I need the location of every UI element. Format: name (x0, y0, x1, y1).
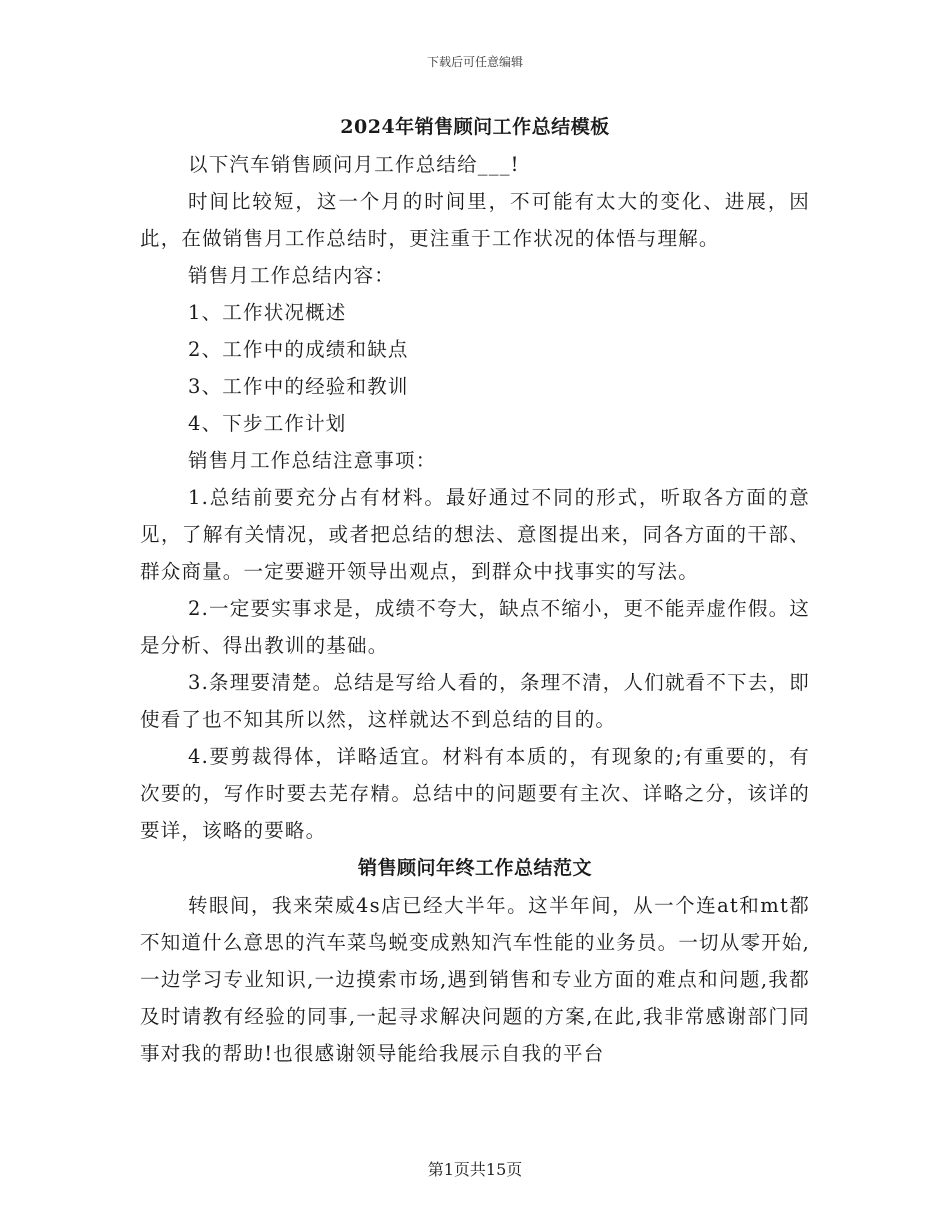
paragraph-year-end: 转眼间，我来荣威4s店已经大半年。这半年间，从一个连at和mt都不知道什么意思的汽车菜鸟蜕变成熟知汽车性能的业务员。一切从零开始,一边学习专业知识,一边摸索市场,遇到销售和专业方面的难点和问题,我都及时请教有经验的同事,一起寻求解决问题的方案,在此,我非常感谢部门同事对我的帮助!也很感谢领导能给我展示自我的平台 (140, 894, 810, 1065)
note-paragraph: 1.总结前要充分占有材料。最好通过不同的形式，听取各方面的意见，了解有关情况，或者把总结的想法、意图提出来，同各方面的干部、群众商量。一定要避开领导出观点，到群众中找事实的写法。 (140, 486, 810, 583)
section-title: 销售顾问年终工作总结范文 (357, 857, 592, 879)
paragraph-contents-heading: 销售月工作总结内容： (188, 264, 396, 287)
paragraph-time: 时间比较短，这一个月的时间里，不可能有太大的变化、进展，因此，在做销售月工作总结时，更注重于工作状况的体悟与理解。 (140, 190, 810, 250)
note-paragraph: 3.条理要清楚。总结是写给人看的，条理不清，人们就看不下去，即使看了也不知其所以然，这样就达不到总结的目的。 (140, 671, 810, 731)
paragraph-intro: 以下汽车销售顾问月工作总结给___! (188, 153, 520, 176)
list-item: 2、工作中的成绩和缺点 (188, 338, 409, 361)
list-item: 1、工作状况概述 (188, 301, 347, 324)
list-item: 4、下步工作计划 (188, 412, 347, 435)
page-header-note: 下载后可任意编辑 (426, 55, 523, 69)
page-footer-number: 第1页共15页 (427, 1160, 523, 1179)
document-title: 2024年销售顾问工作总结模板 (340, 116, 610, 138)
note-paragraph: 2.一定要实事求是，成绩不夸大，缺点不缩小，更不能弄虚作假。这是分析、得出教训的基础。 (140, 597, 810, 657)
paragraph-notes-heading: 销售月工作总结注意事项： (188, 449, 437, 472)
document-body (140, 108, 810, 1072)
note-paragraph: 4.要剪裁得体，详略适宜。材料有本质的，有现象的;有重要的，有次要的，写作时要去芜存精。总结中的问题要有主次、详略之分，该详的要详，该略的要略。 (140, 745, 810, 842)
list-item: 3、工作中的经验和教训 (188, 375, 409, 398)
